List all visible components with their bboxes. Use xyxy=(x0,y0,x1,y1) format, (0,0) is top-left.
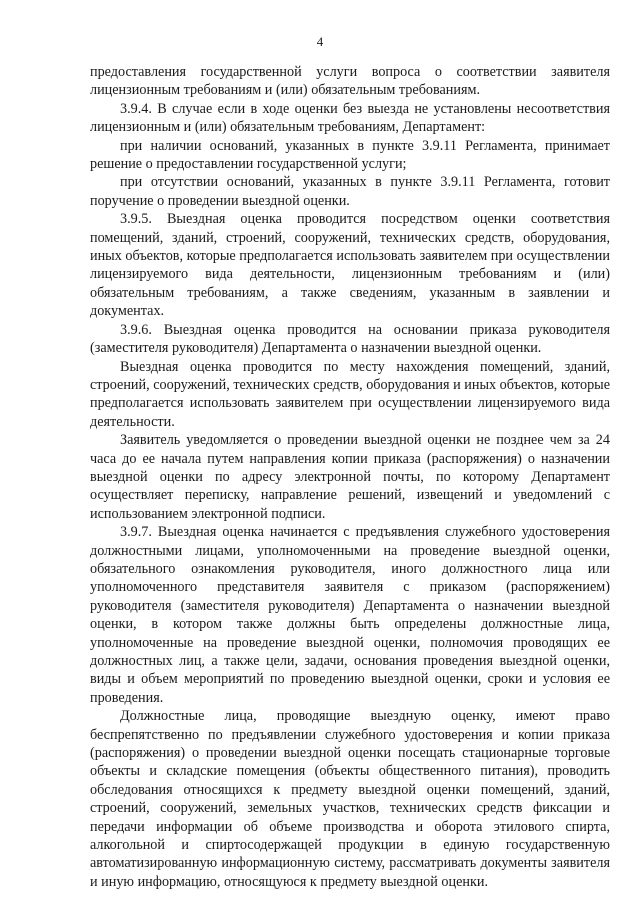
document-body xyxy=(90,63,610,891)
paragraph-3-9-6-location: Выездная оценка проводится по месту нахождения помещений, зданий, строений, сооружений, технических средств, оборудования и иных объектов, которые предполагается использовать заявителем при осуществлении лицензируемого вида деятельности. xyxy=(90,358,610,430)
paragraph-continuation: предоставления государственной услуги вопроса о соответствии заявителя лицензионным требованиям и (или) обязательным требованиям. xyxy=(90,64,610,99)
paragraph-3-9-4: 3.9.4. В случае если в ходе оценки без выезда не установлены несоответствия лицензионным и (или) обязательным требованиям, Департамент: xyxy=(90,100,610,136)
page-number: 4 xyxy=(316,34,324,49)
paragraph-3-9-7: 3.9.7. Выездная оценка начинается с предъявления служебного удостоверения должностными лицами, уполномоченными на проведение выездной оценки, обязательного ознакомления руководителя, иного должностного лица или уполномоченного представителя заявителя с приказом (распоряжением) руководителя (заместителя руководителя) Департамента о назначении выездной оценки, в котором также должны быть определены должностные лица, уполномоченные на проведение выездной оценки, полномочия проводящих ее должностных лиц, а также цели, задачи, основания проведения выездной оценки, виды и объем мероприятий по проведению выездной оценки, сроки и условия ее проведения. xyxy=(90,524,610,706)
paragraph-3-9-6-notification: Заявитель уведомляется о проведении выездной оценки не позднее чем за 24 часа до ее начала путем направления копии приказа (распоряжения) о назначении выездной оценки по адресу электронной почты, по которому Департамент осуществляет переписку, направление решений, извещений и уведомлений с использованием электронной подписи. xyxy=(90,432,610,522)
paragraph-3-9-7-rights: Должностные лица, проводящие выездную оценку, имеют право беспрепятственно по предъявлении служебного удостоверения и копии приказа (распоряжения) о проведении выездной оценки посещать стационарные торговые объекты и складские помещения (объекты общественного питания), проводить обследования относящихся к предмету выездной оценки помещений, зданий, строений, сооружений, земельных участков, технических средств фиксации и передачи информации об объеме производства и оборота этилового спирта, алкогольной и спиртосодержащей продукции в единую государственную автоматизированную информационную систему, рассматривать документы заявителя и иную информацию, относящуюся к предмету выездной оценки. xyxy=(90,708,610,890)
paragraph-3-9-5: 3.9.5. Выездная оценка проводится посредством оценки соответствия помещений, зданий, строений, сооружений, технических средств, оборудования, иных объектов, которые предполагается использовать заявителем при осуществлении лицензируемого вида деятельности, лицензионным требованиям и (или) обязательным требованиям, а также сведениям, указанным в заявлении и документах. xyxy=(90,211,610,320)
paragraph-3-9-4-case-no-grounds: при отсутствии оснований, указанных в пункте 3.9.11 Регламента, готовит поручение о проведении выездной оценки. xyxy=(90,174,610,209)
paragraph-3-9-4-case-grounds: при наличии оснований, указанных в пункте 3.9.11 Регламента, принимает решение о предоставлении государственной услуги; xyxy=(90,137,610,173)
paragraph-3-9-6: 3.9.6. Выездная оценка проводится на основании приказа руководителя (заместителя руководителя) Департамента о назначении выездной оценки. xyxy=(90,321,610,357)
